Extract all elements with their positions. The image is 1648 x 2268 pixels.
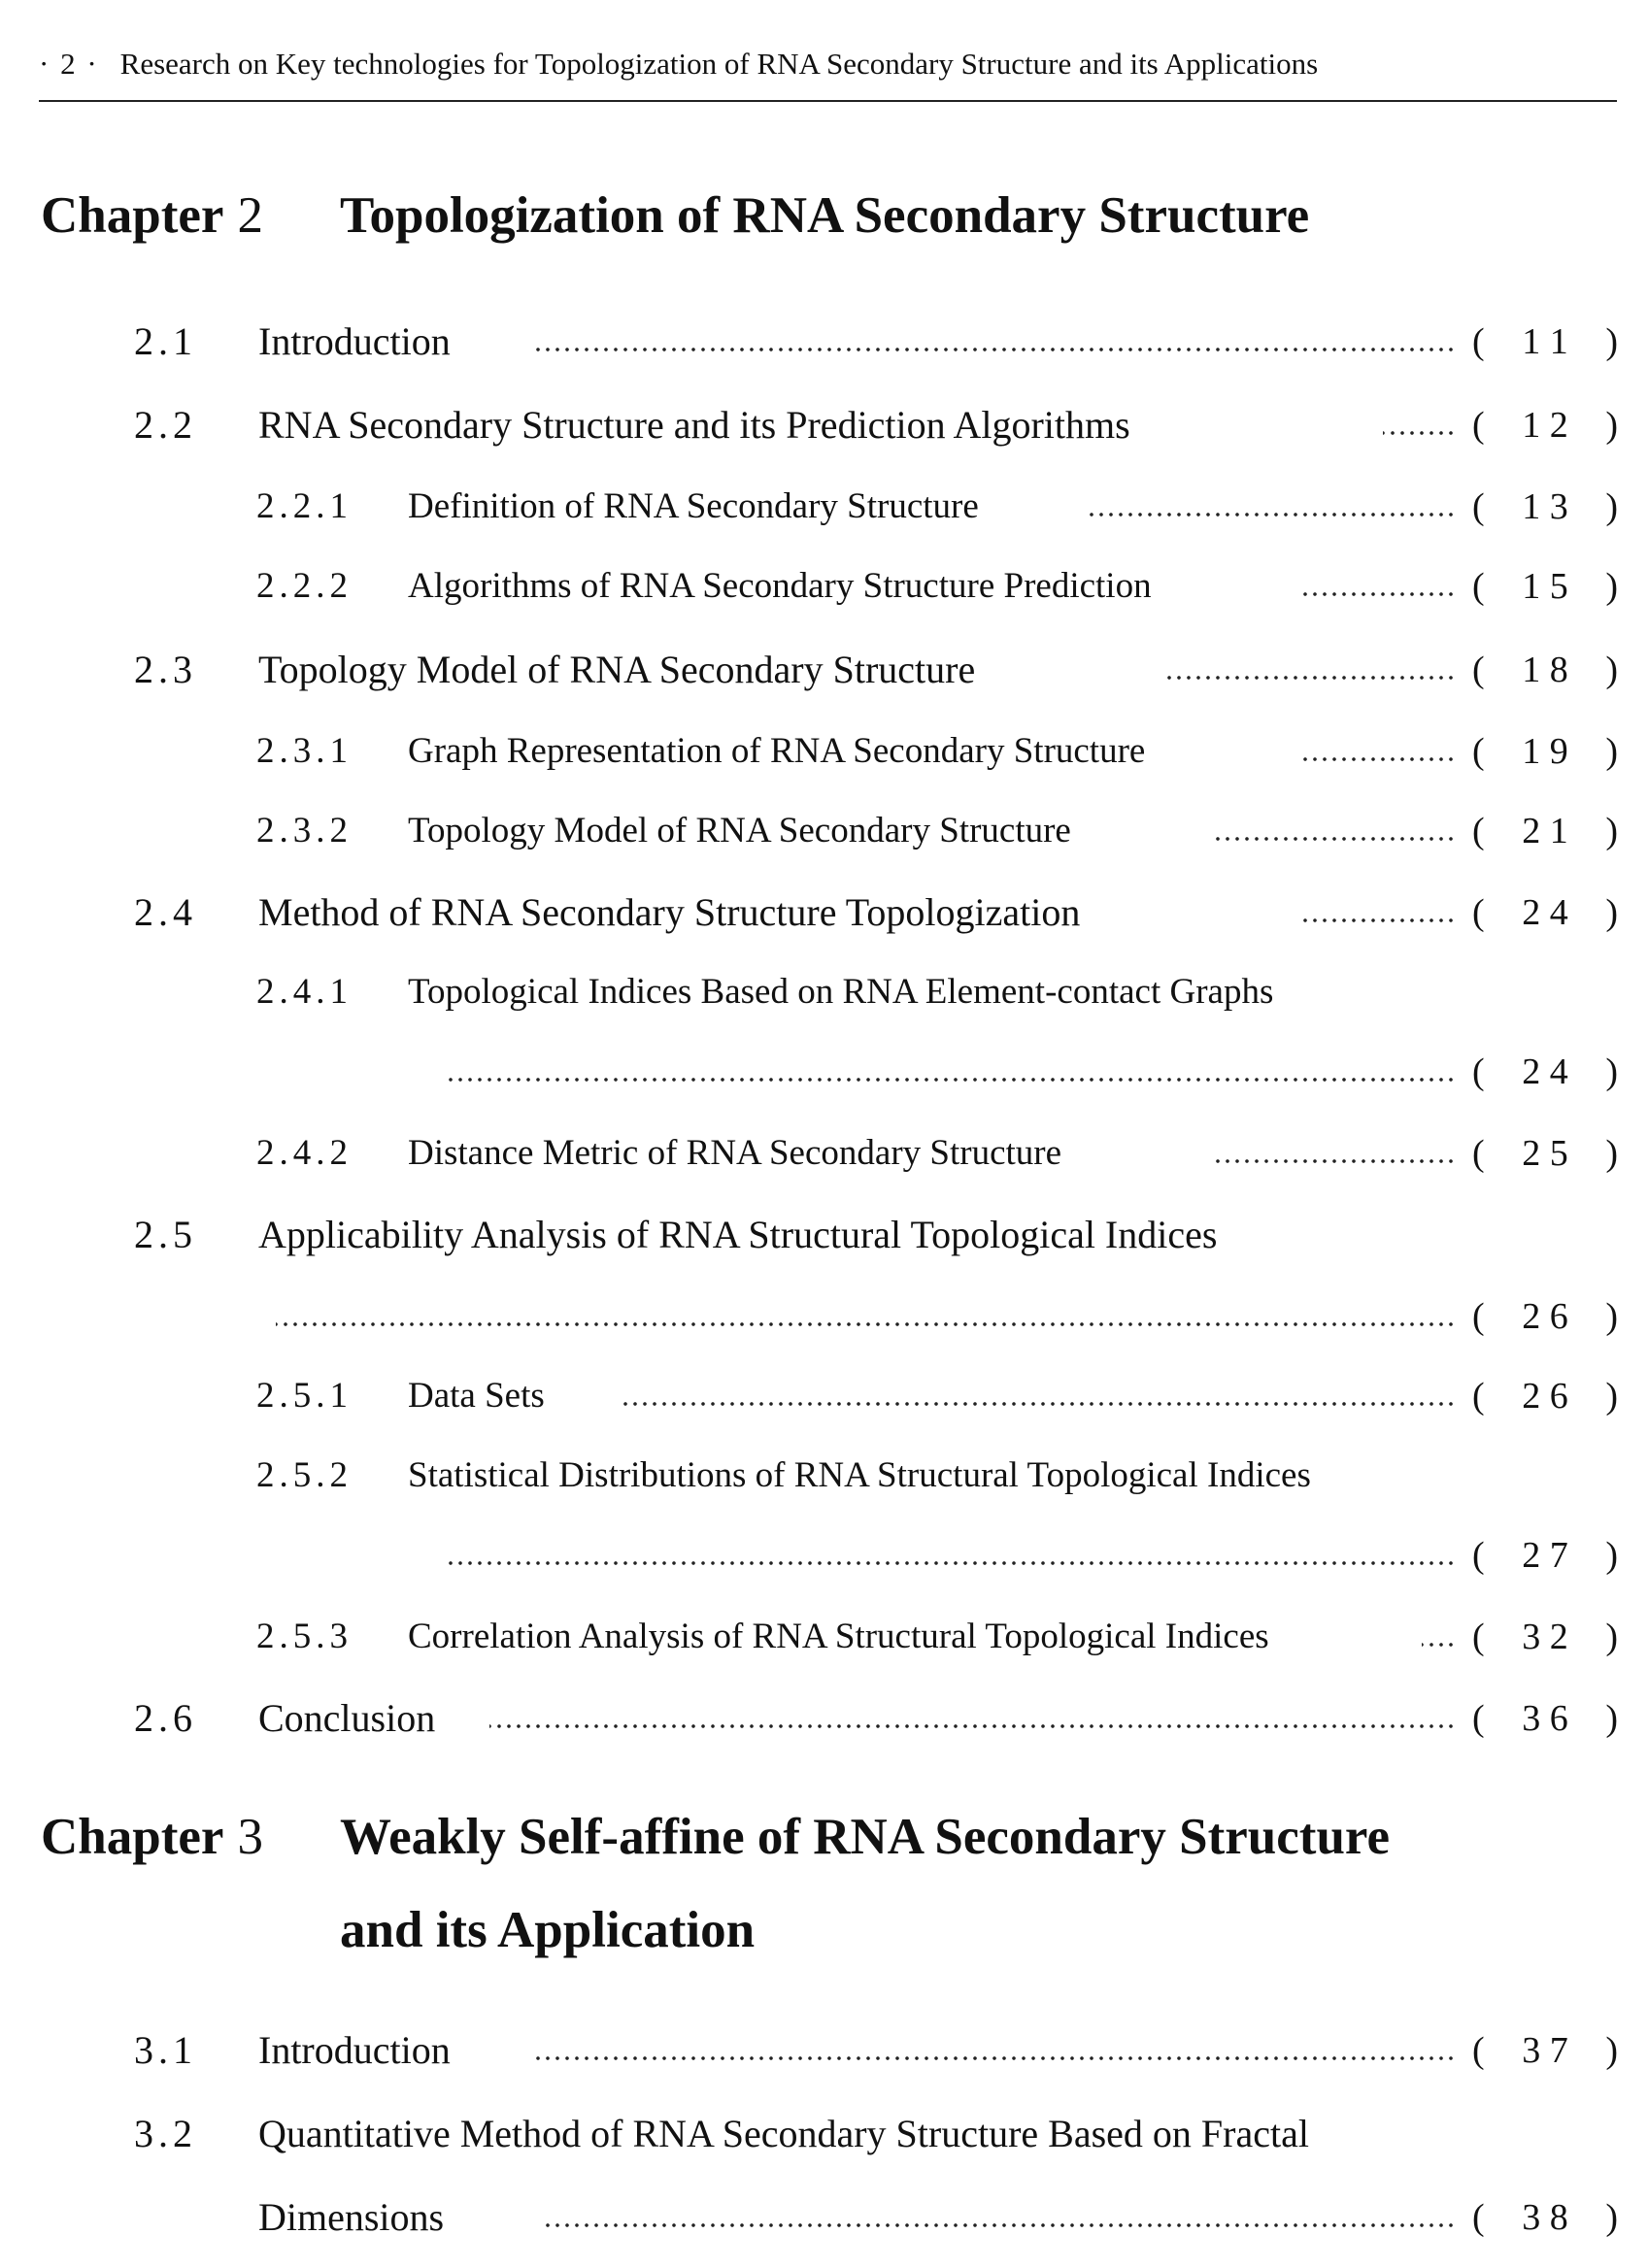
toc-entry[interactable]	[0, 1608, 1648, 1666]
toc-entry[interactable]	[0, 722, 1648, 781]
toc-number: 2.5.3	[256, 1617, 353, 1656]
toc-entry-continuation[interactable]	[0, 1287, 1648, 1346]
toc-title: Data Sets	[408, 1376, 545, 1416]
toc-page-number: ( 1 1 )	[1472, 321, 1618, 362]
leader-dots	[449, 1077, 1456, 1083]
chapter-title: Weakly Self-affine of RNA Secondary Structure	[340, 1809, 1391, 1865]
leader-dots	[1422, 1642, 1456, 1648]
toc-page-number: ( 2 6 )	[1472, 1296, 1618, 1337]
toc-title: Topology Model of RNA Secondary Structure	[258, 648, 976, 691]
toc-page-number: ( 2 4 )	[1472, 892, 1618, 933]
leader-dots	[618, 1401, 1456, 1407]
toc-entry[interactable]	[0, 1447, 1648, 1505]
toc-entry[interactable]	[0, 963, 1648, 1021]
chapter-title: Topologization of RNA Secondary Structure	[340, 187, 1310, 244]
toc-entry[interactable]	[0, 1689, 1648, 1748]
chapter-title-line-2: and its Application	[340, 1902, 756, 1958]
leader-dots	[1210, 836, 1456, 842]
header-rule	[39, 100, 1617, 102]
toc-entry[interactable]	[0, 1367, 1648, 1425]
chapter-number: 2	[237, 187, 263, 244]
toc-entry[interactable]	[0, 1124, 1648, 1183]
toc-page-number: ( 2 1 )	[1472, 811, 1618, 851]
toc-number: 2.5.2	[256, 1455, 353, 1495]
toc-number: 3.1	[134, 2028, 197, 2072]
chapter-word: Chapter	[41, 1809, 224, 1865]
toc-number: 2.6	[134, 1696, 197, 1740]
toc-entry-continuation[interactable]	[0, 2188, 1648, 2247]
toc-page-number: ( 1 3 )	[1472, 486, 1618, 527]
leader-dots	[1297, 756, 1456, 762]
toc-page-number: ( 3 6 )	[1472, 1698, 1618, 1739]
chapter-number: 3	[237, 1809, 263, 1865]
chapter-heading	[41, 169, 1310, 262]
toc-title-continuation: Dimensions	[258, 2195, 445, 2239]
leader-dots	[489, 1723, 1456, 1729]
toc-entry[interactable]	[0, 557, 1648, 616]
running-header	[39, 43, 1617, 85]
toc-entry[interactable]	[0, 313, 1648, 371]
chapter-heading	[41, 1790, 1391, 1884]
toc-title: Algorithms of RNA Secondary Structure Prediction	[408, 566, 1152, 606]
toc-number: 2.1	[134, 319, 197, 363]
toc-page-number: ( 1 2 )	[1472, 405, 1618, 446]
toc-page-number: ( 2 4 )	[1472, 1051, 1618, 1092]
leader-dots	[1210, 1158, 1456, 1164]
toc-entry[interactable]	[0, 396, 1648, 454]
toc-title: Topology Model of RNA Secondary Structure	[408, 811, 1071, 850]
toc-number: 2.3	[134, 648, 197, 691]
page-number: · 2 ·	[39, 47, 99, 81]
leader-dots	[1084, 512, 1456, 517]
toc-title: Applicability Analysis of RNA Structural Topological Indices	[258, 1213, 1218, 1256]
toc-page-number: ( 1 8 )	[1472, 650, 1618, 690]
toc-title: Conclusion	[258, 1696, 436, 1740]
toc-entry[interactable]	[0, 802, 1648, 860]
toc-entry[interactable]	[0, 2105, 1648, 2163]
leader-dots	[540, 2222, 1456, 2228]
toc-entry-continuation[interactable]	[0, 1043, 1648, 1101]
leader-dots	[532, 2055, 1456, 2061]
toc-entry[interactable]	[0, 884, 1648, 942]
toc-title: Method of RNA Secondary Structure Topologization	[258, 890, 1081, 934]
toc-entry[interactable]	[0, 641, 1648, 699]
toc-title: Quantitative Method of RNA Secondary Structure Based on Fractal	[258, 2112, 1309, 2155]
toc-page-number: ( 3 7 )	[1472, 2030, 1618, 2071]
toc-number: 2.3.2	[256, 811, 353, 850]
toc-page-number: ( 1 9 )	[1472, 731, 1618, 772]
leader-dots	[449, 1560, 1456, 1566]
leader-dots	[1297, 591, 1456, 597]
toc-title: Distance Metric of RNA Secondary Structure	[408, 1133, 1062, 1173]
toc-number: 2.3.1	[256, 731, 353, 771]
leader-dots	[532, 347, 1456, 352]
toc-title: Correlation Analysis of RNA Structural Topological Indices	[408, 1617, 1269, 1656]
toc-number: 2.2.1	[256, 486, 353, 526]
toc-page-number: ( 3 2 )	[1472, 1617, 1618, 1657]
toc-title: Topological Indices Based on RNA Element-contact Graphs	[408, 972, 1274, 1012]
toc-entry-continuation[interactable]	[0, 1526, 1648, 1584]
toc-entry[interactable]	[0, 1206, 1648, 1264]
leader-dots	[276, 1321, 1456, 1327]
toc-entry[interactable]	[0, 478, 1648, 536]
toc-title: Definition of RNA Secondary Structure	[408, 486, 979, 526]
toc-title: Introduction	[258, 319, 451, 363]
leader-dots	[1383, 430, 1456, 436]
toc-number: 2.4.2	[256, 1133, 353, 1173]
toc-number: 2.5.1	[256, 1376, 353, 1416]
toc-number: 2.4.1	[256, 972, 353, 1012]
toc-number: 2.2	[134, 403, 197, 447]
toc-title: Graph Representation of RNA Secondary Structure	[408, 731, 1146, 771]
toc-number: 2.2.2	[256, 566, 353, 606]
toc-page-number: ( 3 8 )	[1472, 2197, 1618, 2238]
leader-dots	[1167, 675, 1456, 681]
toc-number: 3.2	[134, 2112, 197, 2155]
toc-entry[interactable]	[0, 2021, 1648, 2080]
toc-page-number: ( 2 6 )	[1472, 1376, 1618, 1417]
toc-page-number: ( 2 7 )	[1472, 1535, 1618, 1576]
toc-title: RNA Secondary Structure and its Prediction Algorithms	[258, 403, 1130, 447]
toc-page-number: ( 2 5 )	[1472, 1133, 1618, 1174]
toc-title: Statistical Distributions of RNA Structural Topological Indices	[408, 1455, 1311, 1495]
toc-number: 2.5	[134, 1213, 197, 1256]
leader-dots	[1297, 917, 1456, 923]
chapter-word: Chapter	[41, 187, 224, 244]
toc-number: 2.4	[134, 890, 197, 934]
toc-title: Introduction	[258, 2028, 451, 2072]
running-title: Research on Key technologies for Topologization of RNA Secondary Structure and its Applications	[119, 47, 1319, 81]
toc-page-number: ( 1 5 )	[1472, 566, 1618, 607]
